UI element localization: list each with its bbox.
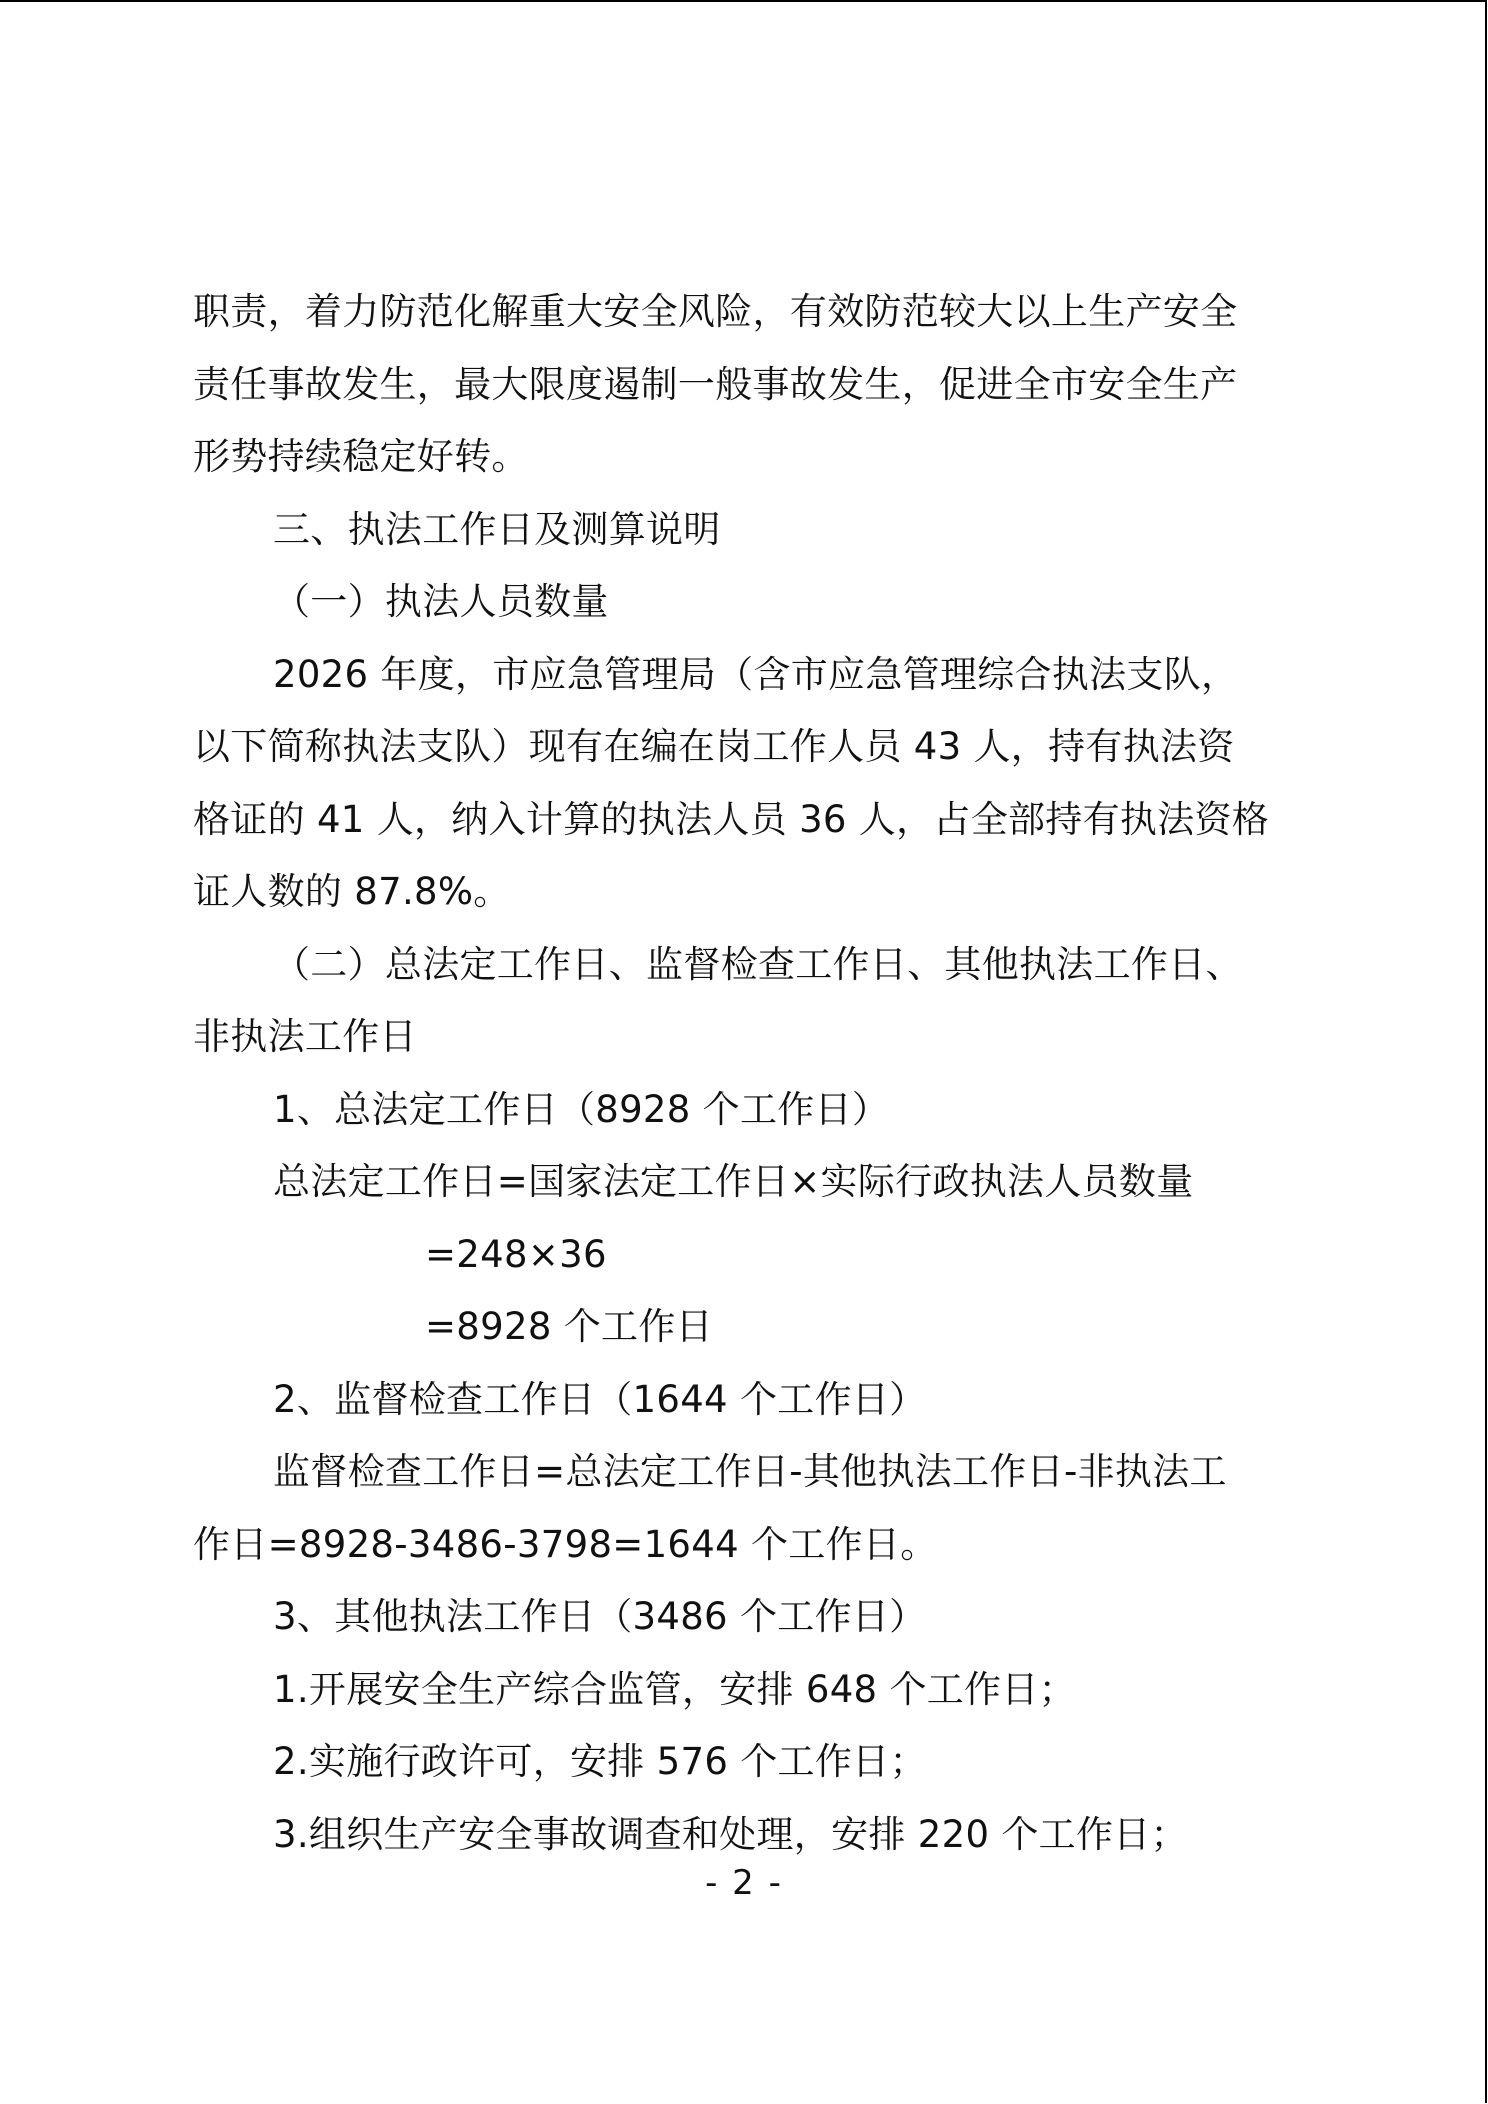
subsection-heading: （一）执法人员数量 xyxy=(273,580,609,623)
subsection-heading: （二）总法定工作日、监督检查工作日、其他执法工作日、 xyxy=(273,942,1243,986)
formula-line: =8928 个工作日 xyxy=(425,1305,713,1348)
document-body xyxy=(193,276,1323,1871)
section-heading: 三、执法工作日及测算说明 xyxy=(273,507,721,551)
list-item: 1.开展安全生产综合监管，安排 648 个工作日； xyxy=(273,1667,1076,1711)
page-number: - 2 - xyxy=(705,1863,783,1903)
formula-line: 作日=8928-3486-3798=1644 个工作日。 xyxy=(193,1522,938,1566)
paragraph-line: 形势持续稳定好转。 xyxy=(193,435,529,478)
subsection-heading: 非执法工作日 xyxy=(193,1015,417,1058)
paragraph-line: 责任事故发生，最大限度遏制一般事故发生，促进全市安全生产 xyxy=(193,362,1238,406)
paragraph-line: 以下简称执法支队）现有在编在岗工作人员 43 人，持有执法资 xyxy=(193,725,1235,768)
paragraph-line: 职责，着力防范化解重大安全风险，有效防范较大以上生产安全 xyxy=(193,290,1238,333)
list-item: 2.实施行政许可，安排 576 个工作日； xyxy=(273,1740,927,1783)
item-heading: 2、监督检查工作日（1644 个工作日） xyxy=(273,1377,927,1421)
item-heading: 1、总法定工作日（8928 个工作日） xyxy=(273,1087,890,1131)
formula-line: =248×36 xyxy=(425,1232,607,1276)
formula-line: 监督检查工作日=总法定工作日-其他执法工作日-非执法工 xyxy=(273,1450,1227,1493)
list-item: 3.组织生产安全事故调查和处理，安排 220 个工作日； xyxy=(273,1812,1188,1856)
item-heading: 3、其他执法工作日（3486 个工作日） xyxy=(273,1595,927,1638)
paragraph-line: 格证的 41 人，纳入计算的执法人员 36 人，占全部持有执法资格 xyxy=(193,797,1270,841)
paragraph-line: 证人数的 87.8%。 xyxy=(193,870,511,913)
paragraph-line: 2026 年度，市应急管理局（含市应急管理综合执法支队， xyxy=(273,652,1239,696)
formula-line: 总法定工作日=国家法定工作日×实际行政执法人员数量 xyxy=(273,1160,1194,1203)
